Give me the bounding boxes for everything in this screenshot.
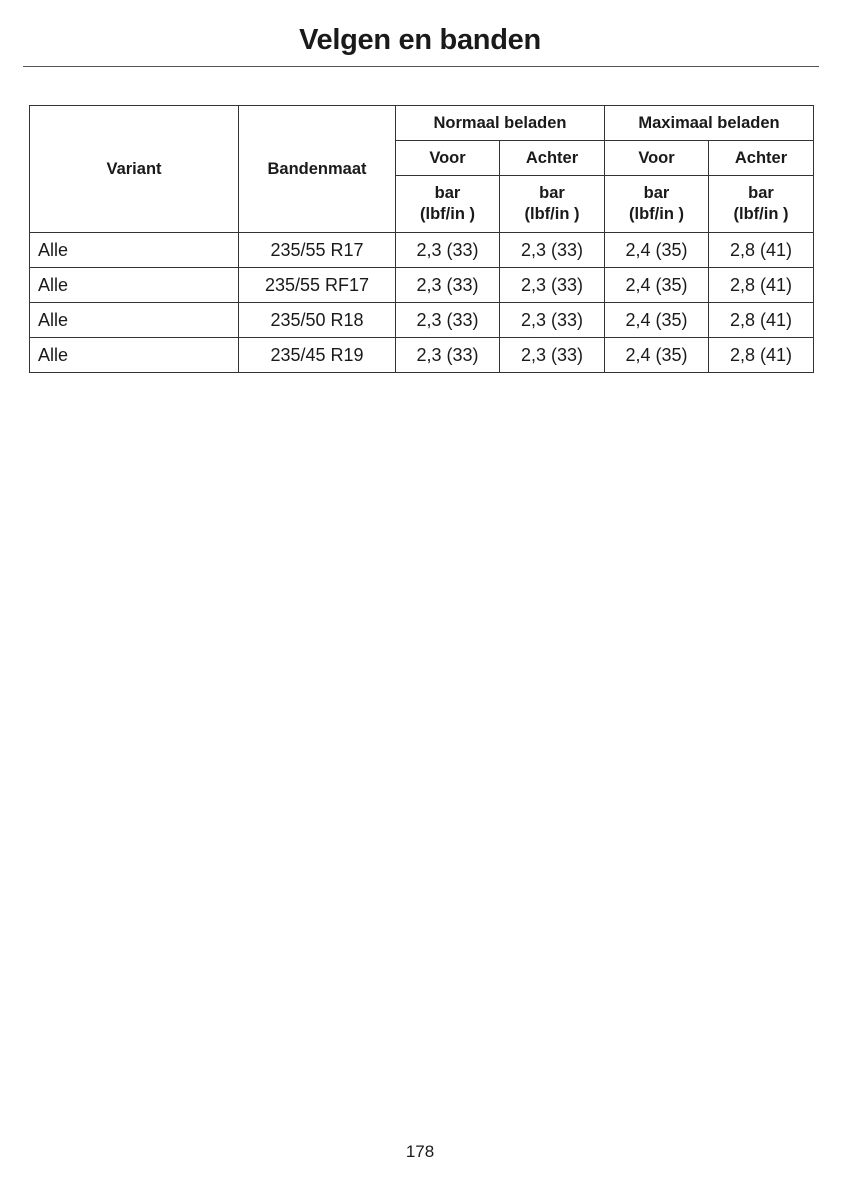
- cell-tire-size: 235/50 R18: [239, 303, 396, 338]
- cell-normal-rear: 2,3 (33): [500, 303, 605, 338]
- cell-normal-rear: 2,3 (33): [500, 338, 605, 373]
- header-group-max-load: Maximaal beladen: [605, 106, 814, 141]
- cell-tire-size: 235/55 R17: [239, 233, 396, 268]
- cell-variant: Alle: [30, 303, 239, 338]
- cell-max-front: 2,4 (35): [605, 268, 709, 303]
- cell-normal-front: 2,3 (33): [396, 268, 500, 303]
- header-unit-normal-front: [396, 176, 500, 233]
- unit-lbf-label: (lbf/in ): [420, 205, 475, 223]
- header-unit-max-front: [605, 176, 709, 233]
- tire-pressure-table: [29, 105, 814, 373]
- table-row: [30, 233, 814, 268]
- cell-variant: Alle: [30, 338, 239, 373]
- unit-bar-label: bar: [434, 184, 461, 202]
- cell-normal-rear: 2,3 (33): [500, 233, 605, 268]
- title-divider: [23, 66, 819, 67]
- unit-bar-label: bar: [539, 184, 565, 202]
- cell-normal-front: 2,3 (33): [396, 303, 500, 338]
- header-normal-rear: Achter: [500, 141, 605, 176]
- header-unit-normal-rear: [500, 176, 605, 233]
- unit-bar-label: bar: [748, 184, 774, 202]
- page-title: Velgen en banden: [299, 24, 541, 56]
- header-normal-front: Voor: [396, 141, 500, 176]
- cell-tire-size: 235/45 R19: [239, 338, 396, 373]
- cell-max-rear: 2,8 (41): [709, 233, 814, 268]
- page-number: 178: [405, 1142, 435, 1161]
- cell-max-rear: 2,8 (41): [709, 303, 814, 338]
- table-row: [30, 303, 814, 338]
- cell-normal-front: 2,3 (33): [396, 233, 500, 268]
- unit-bar-label: bar: [643, 184, 670, 202]
- unit-lbf-label: (lbf/in ): [629, 205, 684, 223]
- unit-lbf-label: (lbf/in ): [733, 205, 789, 223]
- header-group-normal-load: Normaal beladen: [396, 106, 605, 141]
- cell-normal-front: 2,3 (33): [396, 338, 500, 373]
- cell-normal-rear: 2,3 (33): [500, 268, 605, 303]
- unit-lbf-label: (lbf/in ): [524, 205, 580, 223]
- cell-variant: Alle: [30, 268, 239, 303]
- cell-variant: Alle: [30, 233, 239, 268]
- cell-max-front: 2,4 (35): [605, 303, 709, 338]
- cell-max-rear: 2,8 (41): [709, 338, 814, 373]
- table-row: [30, 338, 814, 373]
- cell-max-rear: 2,8 (41): [709, 268, 814, 303]
- header-max-front: Voor: [605, 141, 709, 176]
- cell-max-front: 2,4 (35): [605, 233, 709, 268]
- header-max-rear: Achter: [709, 141, 814, 176]
- header-variant: Variant: [30, 106, 239, 233]
- header-tire-size: Bandenmaat: [239, 106, 396, 233]
- header-unit-max-rear: [709, 176, 814, 233]
- cell-max-front: 2,4 (35): [605, 338, 709, 373]
- table-row: [30, 268, 814, 303]
- cell-tire-size: 235/55 RF17: [239, 268, 396, 303]
